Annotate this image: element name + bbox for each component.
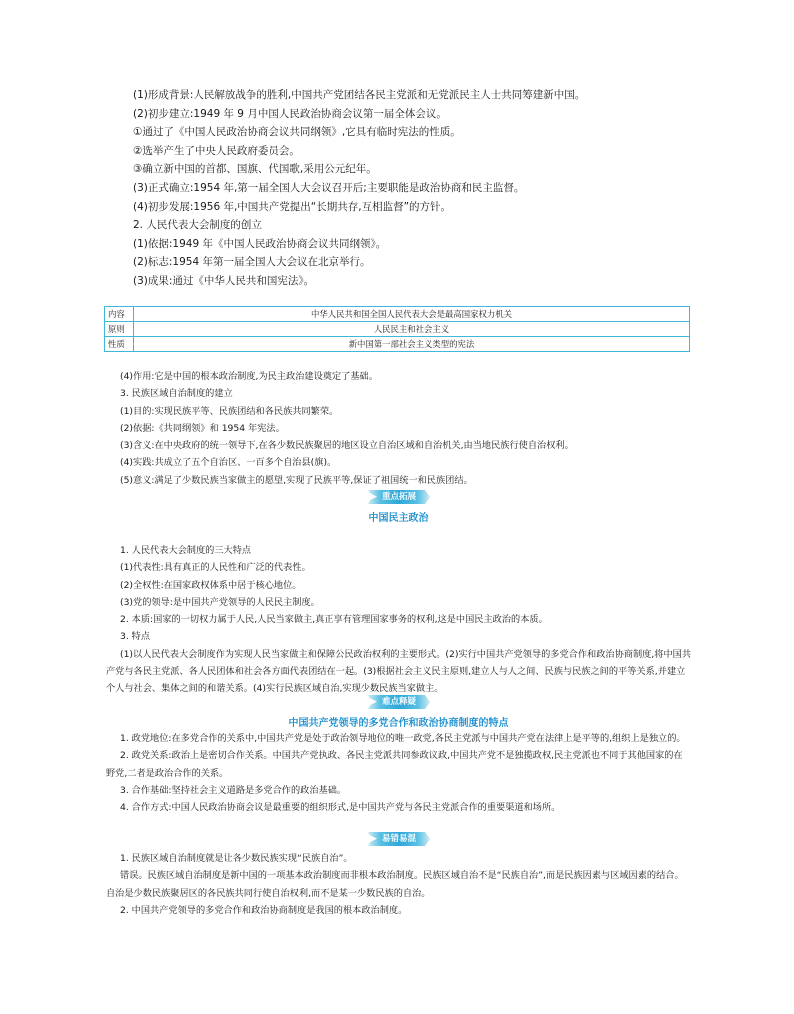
common-mistakes-banner xyxy=(368,832,430,846)
banner-label: 难点释疑 xyxy=(382,697,417,707)
paragraph: 4. 合作方式:中国人民政治协商会议是最重要的组织形式,是中国共产党与各民主党派合作的重要渠道和场所。 xyxy=(120,802,561,814)
text-line: (1)代表性:具有真正的人民性和广泛的代表性。 xyxy=(120,562,311,574)
paragraph: (1)以人民代表大会制度作为实现人民当家做主和保障公民政治权利的主要形式。(2)实行中国共产党领导的多党合作和政治协商制度,将中国共产党与各民主党派、各人民团体和社会各方面代表团结在一起。(3)根据社会主义民主原则,建立人与人之间、民族与民族之间的平等关系,并建立个人与社会、集体之间的和谐关系。(4)实行民族区域自治,实现少数民族当家做主。 xyxy=(106,648,692,695)
text-line: (4)作用:它是中国的根本政治制度,为民主政治建设奠定了基础。 xyxy=(120,371,378,382)
key-expansion-banner xyxy=(368,490,430,504)
text-line: (1)目的:实现民族平等、民族团结和各民族共同繁荣。 xyxy=(120,405,339,417)
text-line: (2)标志:1954 年第一届全国人大会议在北京举行。 xyxy=(133,256,371,269)
play-arrow-icon: ▶ xyxy=(370,492,377,502)
table-value: 人民民主和社会主义 xyxy=(134,322,690,337)
table-key: 原则 xyxy=(105,322,134,337)
section-regional-autonomy xyxy=(106,368,691,489)
constitution-table xyxy=(104,306,690,352)
table-row xyxy=(105,307,690,322)
text-line: (4)初步发展:1956 年,中国共产党提出“长期共存,互相监督”的方针。 xyxy=(133,200,452,213)
text-line: (1)依据:1949 年《中国人民政治协商会议共同纲领》。 xyxy=(133,237,387,250)
banner-label: 重点拓展 xyxy=(382,492,417,502)
play-arrow-icon: ▶ xyxy=(370,697,377,707)
section-democratic-politics xyxy=(106,542,691,698)
text-line: (3)党的领导:是中国共产党领导的人民民主制度。 xyxy=(120,596,320,608)
section-mistakes xyxy=(106,850,691,919)
section-heading: 3. 特点 xyxy=(120,631,151,643)
section-title: 中国民主政治 xyxy=(368,513,429,524)
paragraph: 1. 政党地位:在多党合作的关系中,中国共产党是处于政治领导地位的唯一政党,各民主党派与中国共产党在法律上是平等的,组织上是独立的。 xyxy=(120,733,686,744)
paragraph: 2. 政党关系:政治上是密切合作关系。中国共产党执政、各民主党派共同参政议政,中国共产党不是独揽政权,民主党派也不同于其他国家的在野党,二者是政治合作的关系。 xyxy=(106,750,683,779)
text-line: 2. 本质:国家的一切权力属于人民,人民当家做主,真正享有管理国家事务的权利,这是中国民主政治的本质。 xyxy=(120,614,548,626)
section-heading: 2. 人民代表大会制度的创立 xyxy=(133,219,262,232)
paragraph: 3. 合作基础:坚持社会主义道路是多党合作的政治基础。 xyxy=(120,784,347,796)
play-arrow-icon: ▶ xyxy=(370,834,377,844)
section-political-consultation xyxy=(106,86,691,291)
text-line: (5)意义:满足了少数民族当家做主的愿望,实现了民族平等,保证了祖国统一和民族团结。 xyxy=(120,474,473,486)
banner-label: 易错易混 xyxy=(382,834,417,844)
text-line: (1)形成背景:人民解放战争的胜利,中国共产党团结各民主党派和无党派民主人士共同筹建新中国。 xyxy=(133,89,586,101)
table-value: 新中国第一部社会主义类型的宪法 xyxy=(134,337,690,352)
section-party-cooperation xyxy=(106,730,691,816)
section-title: 中国共产党领导的多党合作和政治协商制度的特点 xyxy=(288,718,509,729)
text-line: (4)实践:共成立了五个自治区、一百多个自治县(旗)。 xyxy=(120,457,337,469)
text-line: 1. 民族区域自治制度就是让各少数民族实现“民族自治”。 xyxy=(120,853,353,864)
text-line: ③确立新中国的首都、国旗、代国歌,采用公元纪年。 xyxy=(133,163,377,176)
text-line: (2)初步建立:1949 年 9 月中国人民政治协商会议第一届全体会议。 xyxy=(133,107,447,120)
text-line: 2. 中国共产党领导的多党合作和政治协商制度是我国的根本政治制度。 xyxy=(120,904,408,916)
text-line: (3)含义:在中央政府的统一领导下,在各少数民族聚居的地区设立自治区域和自治机关,由当地民族行使自治权利。 xyxy=(120,440,574,452)
table-key: 性质 xyxy=(105,337,134,352)
text-line: (3)成果:通过《中华人民共和国宪法》。 xyxy=(133,274,315,287)
section-heading: 1. 人民代表大会制度的三大特点 xyxy=(120,545,252,556)
paragraph: 错误。民族区域自治制度是新中国的一项基本政治制度而非根本政治制度。民族区域自治不是“民族自治”,而是民族因素与区域因素的结合。自治是少数民族聚居区的各民族共同行使自治权利,而不是某一少数民族的自治。 xyxy=(106,870,684,899)
table-value: 中华人民共和国全国人民代表大会是最高国家权力机关 xyxy=(134,307,690,322)
text-line: (3)正式确立:1954 年,第一届全国人大会议召开后;主要职能是政治协商和民主监督。 xyxy=(133,181,525,194)
difficulty-banner xyxy=(368,695,430,709)
text-line: (2)全权性:在国家政权体系中居于核心地位。 xyxy=(120,579,302,591)
text-line: (2)依据:《共同纲领》和 1954 年宪法。 xyxy=(120,422,285,434)
text-line: ②选举产生了中央人民政府委员会。 xyxy=(133,144,300,157)
table-row xyxy=(105,322,690,337)
text-line: ①通过了《中国人民政治协商会议共同纲领》,它具有临时宪法的性质。 xyxy=(133,126,461,139)
table-key: 内容 xyxy=(105,307,134,322)
table-row xyxy=(105,337,690,352)
section-heading: 3. 民族区域自治制度的建立 xyxy=(120,388,233,400)
